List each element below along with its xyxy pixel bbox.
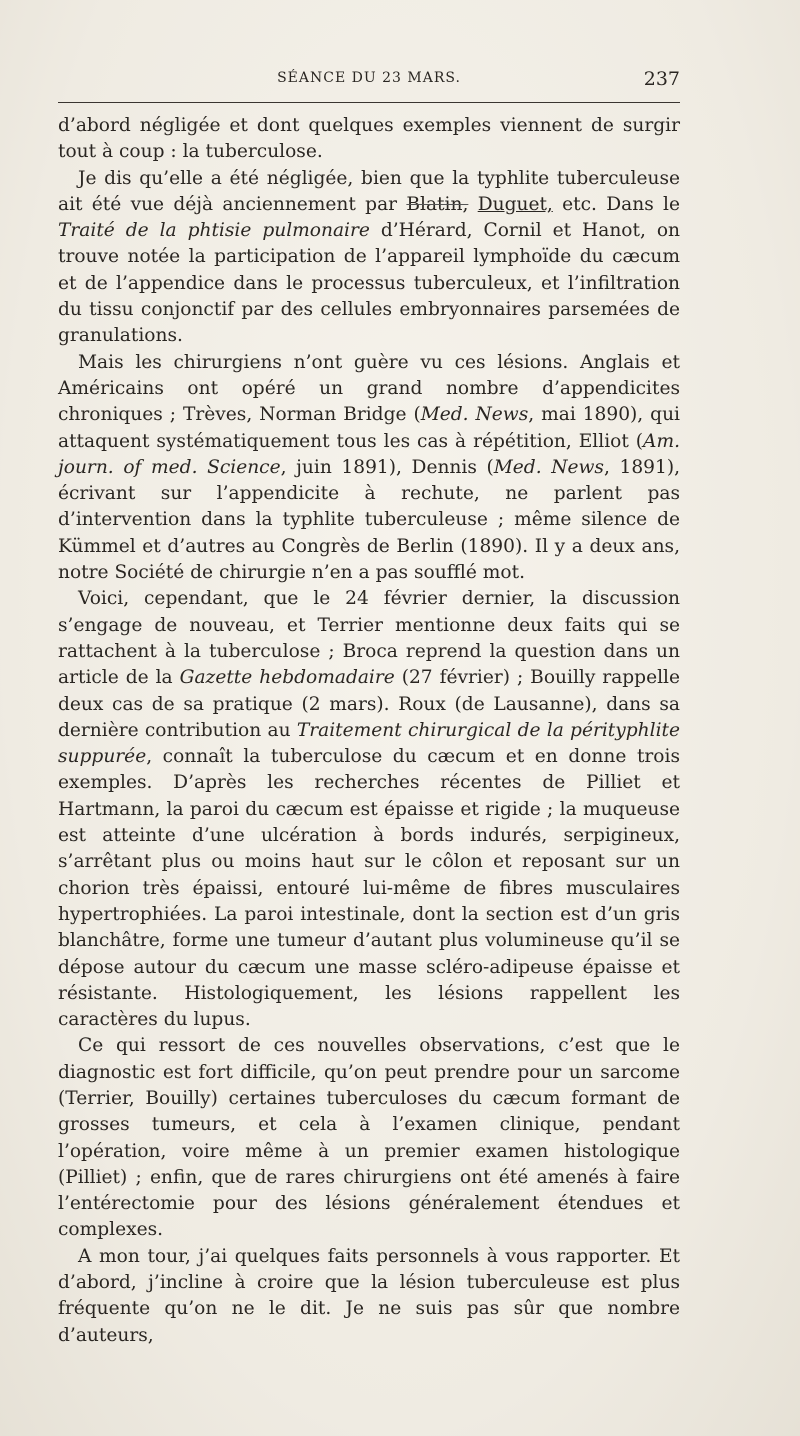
paragraph: [58, 113, 680, 166]
text-run: d’Hérard, Cornil et Hanot, on trouve notée la participation de l’appareil lymphoïde du cæcum et de l’appendice dans le processus tuberculeux, et l’infiltration du tissu conjonctif par des cellules embryonnaires parsemées de granulations.: [58, 220, 681, 347]
text-run: A mon tour, j’ai quelques faits personnels à vous rapporter. Et d’abord, j’incline à croire que la lésion tuberculeuse est plus fréquente qu’on ne le dit. Je ne suis pas sûr que nombre d’auteurs,: [58, 1245, 680, 1346]
running-header: [58, 68, 680, 92]
text-run: , 1891), écrivant sur l’appendicite à rechute, ne parlent pas d’intervention dans la typhlite tuberculeuse ; même silence de Kümmel et d’autres au Congrès de Berlin (1890). Il y a deux ans, notre Société de chirurgie n’en a pas soufflé mot.: [58, 456, 681, 584]
header-rule: [58, 102, 680, 103]
italic-citation: Traité de la phtisie pulmonaire: [58, 220, 370, 242]
paragraph: [58, 1033, 680, 1243]
text-run: Ce qui ressort de ces nouvelles observations, c’est que le diagnostic est fort difficile, qu’on peut prendre pour un sarcome (Terrier, Bouilly) certaines tuberculoses du cæcum formant de grosses tumeurs, et cela à l’examen clinique, pendant l’opération, voire même à un premier examen histologique (Pilliet) ; enfin, que de rares chirurgiens ont été amenés à faire l’entérectomie pour des lésions généralement étendues et complexes.: [58, 1035, 680, 1241]
text-run: d’abord négligée et dont quelques exemples viennent de surgir tout à coup : la tuberculose.: [58, 115, 680, 163]
text-run: [468, 194, 477, 215]
text-run: Mais les chirurgiens n’ont guère vu ces lésions. Anglais et Américains ont opéré un grand nombre d’appendicites chroniques ; Trèves, Norman Bridge (: [58, 351, 680, 426]
text-run: Voici, cependant, que le 24 février dernier, la discussion s’engage de nouveau, et Terrier mentionne deux faits qui se rattachent à la tuberculose ; Broca reprend la question dans un article de la: [58, 588, 680, 689]
italic-citation: Am. journ. of med. Science: [58, 430, 680, 478]
text-run: , juin 1891), Dennis (: [280, 456, 494, 478]
text-run: , connaît la tuberculose du cæcum et en donne trois exemples. D’après les recherches récentes de Pilliet et Hartmann, la paroi du cæcum est épaisse et rigide ; la muqueuse est atteinte d’une ulcération à bords indurés, serpigineux, s’arrêtant plus ou moins haut sur le côlon et reposant sur un chorion très épaissi, entouré lui-même de fibres musculaires hypertrophiées. La paroi intestinale, dont la section est d’un gris blanchâtre, forme une tumeur d’autant plus volumineuse qu’il se dépose autour du cæcum une masse scléro-adipeuse épaisse et résistante. Histologiquement, les lésions rappellent les caractères du lupus.: [58, 746, 680, 1031]
italic-citation: Med. News: [493, 456, 604, 478]
italic-citation: Gazette hebdomadaire: [179, 667, 395, 689]
text-run: , mai 1890), qui attaquent systématiquement tous les cas à répétition, Elliot (: [58, 404, 680, 452]
page-number: 237: [643, 68, 680, 90]
paragraph: [58, 1244, 680, 1349]
text-run: (27 février) ; Bouilly rappelle deux cas de sa pratique (2 mars). Roux (de Lausanne), dans sa dernière contribution au: [58, 667, 680, 741]
paragraph: [58, 350, 680, 587]
running-title: SÉANCE DU 23 MARS.: [277, 70, 461, 86]
struck-name: Blatin,: [406, 193, 469, 215]
paragraph: [58, 586, 680, 1033]
underlined-name: Duguet,: [477, 193, 553, 215]
italic-citation: Med. News: [420, 404, 529, 426]
paragraph: [58, 166, 680, 350]
italic-citation: Traitement chirurgical de la pérityphlite suppurée: [58, 719, 681, 768]
body-text: [58, 113, 680, 1349]
text-run: Je dis qu’elle a été négligée, bien que la typhlite tuberculeuse ait été vue déjà anciennement par: [58, 167, 680, 215]
text-run: etc. Dans le: [552, 193, 680, 215]
